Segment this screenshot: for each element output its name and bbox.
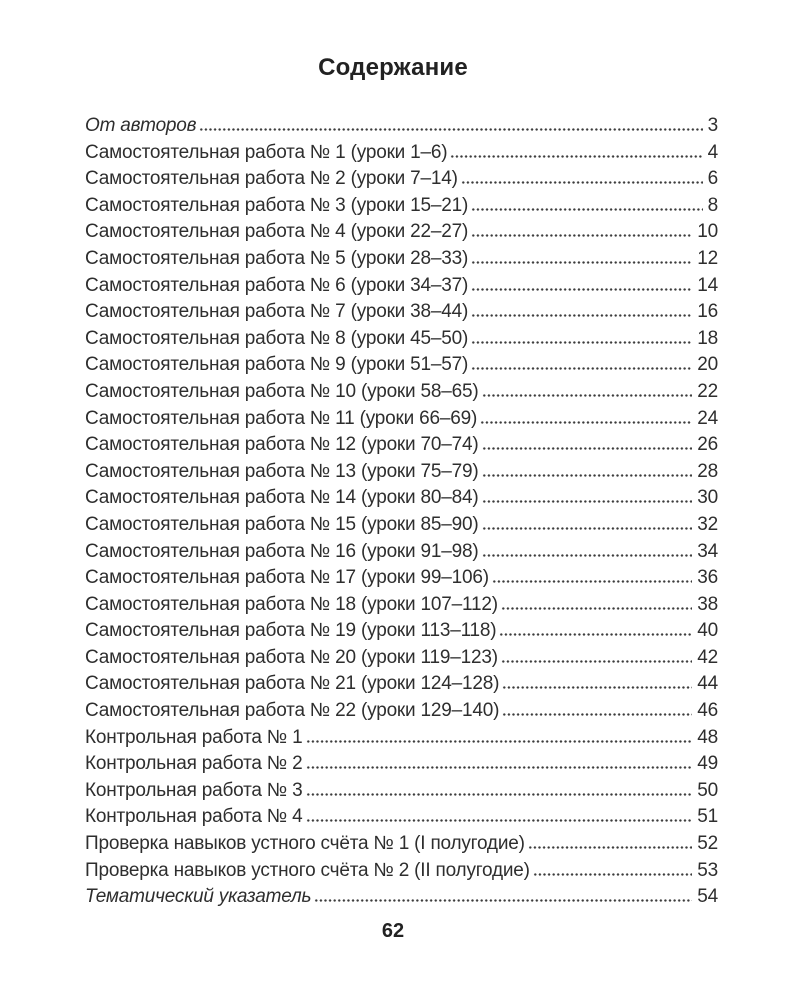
dot-leader <box>501 607 692 610</box>
dot-leader <box>461 181 703 184</box>
toc-entry <box>85 594 718 621</box>
toc-entry-label: Самостоятельная работа № 20 (уроки 119–123) <box>85 646 498 668</box>
toc-entry <box>85 647 718 674</box>
toc-entry-page: 49 <box>697 753 718 775</box>
page-title: Содержание <box>318 54 468 81</box>
toc-entry <box>85 487 718 514</box>
toc-entry-label: Самостоятельная работа № 11 (уроки 66–69) <box>85 407 478 429</box>
toc-entry <box>85 301 718 328</box>
toc-entry-page: 34 <box>697 540 718 562</box>
toc-entry-page: 3 <box>707 115 718 136</box>
toc-entry-page: 40 <box>697 620 718 642</box>
toc-entry-page: 26 <box>697 434 718 456</box>
toc-entry <box>85 461 718 488</box>
toc-entry-page: 22 <box>697 380 718 402</box>
toc-entry-label: Самостоятельная работа № 12 (уроки 70–74) <box>85 434 479 456</box>
dot-leader <box>502 713 692 716</box>
toc-entry <box>85 195 718 222</box>
toc-entry <box>85 833 718 860</box>
toc-entry-label: Самостоятельная работа № 1 (уроки 1–6) <box>85 141 448 163</box>
toc-entry-label: От авторов <box>85 115 197 136</box>
dot-leader <box>306 793 693 796</box>
toc-entry <box>85 248 718 275</box>
toc-entry <box>85 860 718 887</box>
dot-leader <box>533 873 692 876</box>
toc-entry-page: 52 <box>697 833 718 855</box>
dot-leader <box>471 234 692 237</box>
toc-entry-page: 46 <box>697 700 718 722</box>
toc-entry-label: Самостоятельная работа № 2 (уроки 7–14) <box>85 168 458 190</box>
toc-list <box>85 115 718 913</box>
toc-entry <box>85 115 718 142</box>
dot-leader <box>480 421 692 424</box>
toc-entry-page: 12 <box>697 247 718 269</box>
toc-entry-page: 16 <box>697 301 718 323</box>
toc-entry-label: Контрольная работа № 2 <box>85 753 303 775</box>
dot-leader <box>482 394 693 397</box>
dot-leader <box>482 474 693 477</box>
dot-leader <box>502 686 692 689</box>
toc-entry-label: Самостоятельная работа № 18 (уроки 107–112) <box>85 593 498 615</box>
toc-entry <box>85 221 718 248</box>
toc-entry-page: 36 <box>697 567 718 589</box>
toc-entry-page: 18 <box>697 327 718 349</box>
dot-leader <box>482 500 693 503</box>
toc-entry-label: Самостоятельная работа № 22 (уроки 129–140) <box>85 700 500 722</box>
toc-entry <box>85 673 718 700</box>
toc-entry <box>85 541 718 568</box>
toc-entry-page: 6 <box>707 168 718 190</box>
toc-entry-label: Самостоятельная работа № 10 (уроки 58–65) <box>85 380 479 402</box>
dot-leader <box>199 128 702 131</box>
toc-entry-page: 53 <box>697 859 718 881</box>
footer-page-number: 62 <box>381 919 405 942</box>
toc-entry-page: 4 <box>707 141 718 163</box>
toc-entry <box>85 886 718 913</box>
toc-entry-page: 28 <box>697 460 718 482</box>
toc-entry <box>85 567 718 594</box>
toc-entry <box>85 727 718 754</box>
toc-entry-page: 42 <box>697 646 718 668</box>
toc-entry-page: 32 <box>697 513 718 535</box>
toc-entry-page: 50 <box>697 779 718 801</box>
dot-leader <box>492 580 692 583</box>
toc-entry-label: Самостоятельная работа № 3 (уроки 15–21) <box>85 194 469 216</box>
toc-entry-page: 8 <box>707 194 718 216</box>
toc-entry-label: Тематический указатель <box>85 886 312 908</box>
toc-entry-label: Самостоятельная работа № 9 (уроки 51–57) <box>85 354 469 376</box>
dot-leader <box>306 740 693 743</box>
dot-leader <box>501 660 692 663</box>
toc-entry-label: Самостоятельная работа № 17 (уроки 99–106) <box>85 567 489 589</box>
dot-leader <box>306 766 693 769</box>
toc-entry-label: Самостоятельная работа № 4 (уроки 22–27) <box>85 221 469 243</box>
toc-entry <box>85 328 718 355</box>
dot-leader <box>471 261 692 264</box>
toc-entry-page: 10 <box>697 221 718 243</box>
dot-leader <box>471 367 692 370</box>
toc-entry-label: Самостоятельная работа № 19 (уроки 113–118) <box>85 620 497 642</box>
dot-leader <box>471 288 692 291</box>
dot-leader <box>306 819 693 822</box>
toc-entry-label: Контрольная работа № 3 <box>85 779 303 801</box>
toc-entry <box>85 780 718 807</box>
dot-leader <box>471 314 692 317</box>
dot-leader <box>471 208 702 211</box>
toc-entry-label: Контрольная работа № 1 <box>85 726 303 748</box>
toc-entry <box>85 142 718 169</box>
toc-entry-page: 24 <box>697 407 718 429</box>
toc-entry-page: 30 <box>697 487 718 509</box>
dot-leader <box>482 447 693 450</box>
dot-leader <box>450 155 702 158</box>
toc-entry <box>85 275 718 302</box>
dot-leader <box>499 633 692 636</box>
toc-entry-label: Самостоятельная работа № 21 (уроки 124–128) <box>85 673 500 695</box>
toc-entry-label: Самостоятельная работа № 16 (уроки 91–98) <box>85 540 479 562</box>
toc-entry-label: Самостоятельная работа № 5 (уроки 28–33) <box>85 247 469 269</box>
toc-entry-label: Самостоятельная работа № 15 (уроки 85–90) <box>85 513 479 535</box>
toc-entry-label: Проверка навыков устного счёта № 2 (II полугодие) <box>85 859 530 881</box>
toc-entry <box>85 753 718 780</box>
dot-leader <box>314 899 692 902</box>
toc-entry-page: 44 <box>697 673 718 695</box>
toc-entry-label: Проверка навыков устного счёта № 1 (I полугодие) <box>85 833 525 855</box>
toc-entry-label: Контрольная работа № 4 <box>85 806 303 828</box>
toc-entry-label: Самостоятельная работа № 13 (уроки 75–79) <box>85 460 479 482</box>
dot-leader <box>482 554 693 557</box>
toc-entry-label: Самостоятельная работа № 14 (уроки 80–84) <box>85 487 479 509</box>
toc-entry-page: 54 <box>697 886 718 908</box>
toc-entry <box>85 700 718 727</box>
toc-entry-page: 38 <box>697 593 718 615</box>
toc-entry <box>85 168 718 195</box>
toc-entry <box>85 434 718 461</box>
toc-entry-page: 20 <box>697 354 718 376</box>
toc-entry-page: 14 <box>697 274 718 296</box>
toc-entry <box>85 381 718 408</box>
toc-entry-page: 48 <box>697 726 718 748</box>
toc-entry <box>85 354 718 381</box>
toc-entry-label: Самостоятельная работа № 7 (уроки 38–44) <box>85 301 469 323</box>
dot-leader <box>482 527 693 530</box>
toc-entry <box>85 806 718 833</box>
toc-entry-page: 51 <box>697 806 718 828</box>
dot-leader <box>471 341 692 344</box>
toc-entry <box>85 514 718 541</box>
toc-entry-label: Самостоятельная работа № 8 (уроки 45–50) <box>85 327 469 349</box>
toc-entry <box>85 620 718 647</box>
toc-entry-label: Самостоятельная работа № 6 (уроки 34–37) <box>85 274 469 296</box>
dot-leader <box>528 846 693 849</box>
toc-entry <box>85 408 718 435</box>
